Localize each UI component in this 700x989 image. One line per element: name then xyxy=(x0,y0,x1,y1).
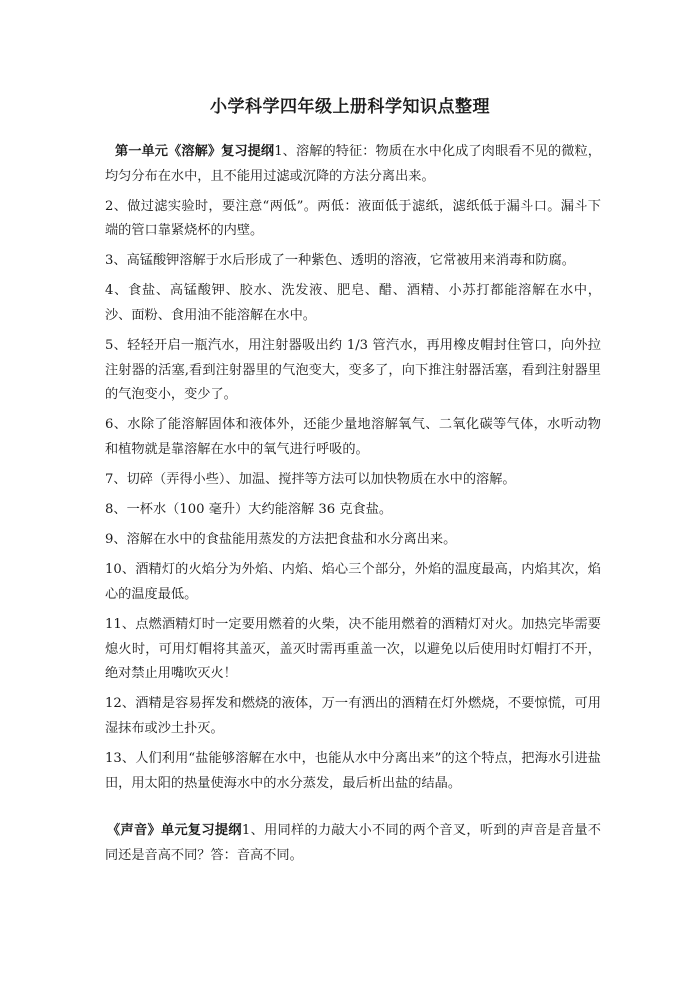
unit2-section xyxy=(105,818,601,868)
unit1-item-1 xyxy=(105,140,601,189)
unit1-item-13: 13、人们利用“盐能够溶解在水中，也能从水中分离出来”的这个特点，把海水引进盐田，用太阳的热量使海水中的水分蒸发，最后析出盐的结晶。 xyxy=(105,751,601,791)
unit2-header: 《声音》单元复习提纲 xyxy=(107,823,242,838)
unit1-item-10: 10、酒精灯的火焰分为外焰、内焰、焰心三个部分，外焰的温度最高，内焰其次，焰心的温度最低。 xyxy=(105,562,601,602)
unit1-item-7: 7、切碎（弄得小些）、加温、搅拌等方法可以加快物质在水中的溶解。 xyxy=(105,472,516,488)
unit1-item-8: 8、一杯水（100 毫升）大约能溶解 36 克食盐。 xyxy=(105,502,393,518)
unit1-item-text: 1、溶解的特征：物质在水中化成了肉眼看不见的微粒，均匀分布在水中，且不能用过滤或沉降的方法分离出来。 xyxy=(105,144,601,184)
page-title: 小学科学四年级上册科学知识点整理 xyxy=(210,97,490,117)
unit1-item-12: 12、酒精是容易挥发和燃烧的液体，万一有洒出的酒精在灯外燃烧，不要惊慌，可用湿抹布或沙土扑灭。 xyxy=(105,696,601,736)
unit1-item-2: 2、做过滤实验时，要注意“两低”。两低：液面低于滤纸，滤纸低于漏斗口。漏斗下端的管口靠紧烧杯的内壁。 xyxy=(105,198,601,239)
unit1-section xyxy=(105,140,601,802)
unit2-item-text: 1、用同样的力敲大小不同的两个音叉，听到的声音是音量不同还是音高不同？答：音高不同。 xyxy=(105,823,601,863)
unit1-item-9: 9、溶解在水中的食盐能用蒸发的方法把食盐和水分离出来。 xyxy=(105,532,457,548)
unit1-item-6: 6、水除了能溶解固体和液体外，还能少量地溶解氧气、二氧化碳等气体，水听动物和植物就是靠溶解在水中的氧气进行呼吸的。 xyxy=(105,417,601,458)
unit2-item-1 xyxy=(105,818,601,868)
unit1-item-11: 11、点燃酒精灯时一定要用燃着的火柴，决不能用燃着的酒精灯对火。加热完毕需要熄火时，可用灯帽将其盖灭，盖灭时需再重盖一次，以避免以后使用时灯帽打不开，绝对禁止用嘴吹灭火！ xyxy=(105,617,601,682)
unit1-item-3: 3、高锰酸钾溶解于水后形成了一种紫色、透明的溶液，它常被用来消毒和防腐。 xyxy=(105,253,575,269)
unit1-header: 第一单元《溶解》复习提纲 xyxy=(115,144,275,159)
unit1-item-4: 4、食盐、高锰酸钾、胶水、洗发液、肥皂、醋、酒精、小苏打都能溶解在水中，沙、面粉、食用油不能溶解在水中。 xyxy=(105,283,601,324)
unit1-item-5: 5、轻轻开启一瓶汽水，用注射器吸出约 1/3 管汽水，再用橡皮帽封住管口，向外拉注射器的活塞,看到注射器里的气泡变大，变多了，向下推注射器活塞，看到注射器里的气泡变小，变少了。 xyxy=(105,338,601,403)
